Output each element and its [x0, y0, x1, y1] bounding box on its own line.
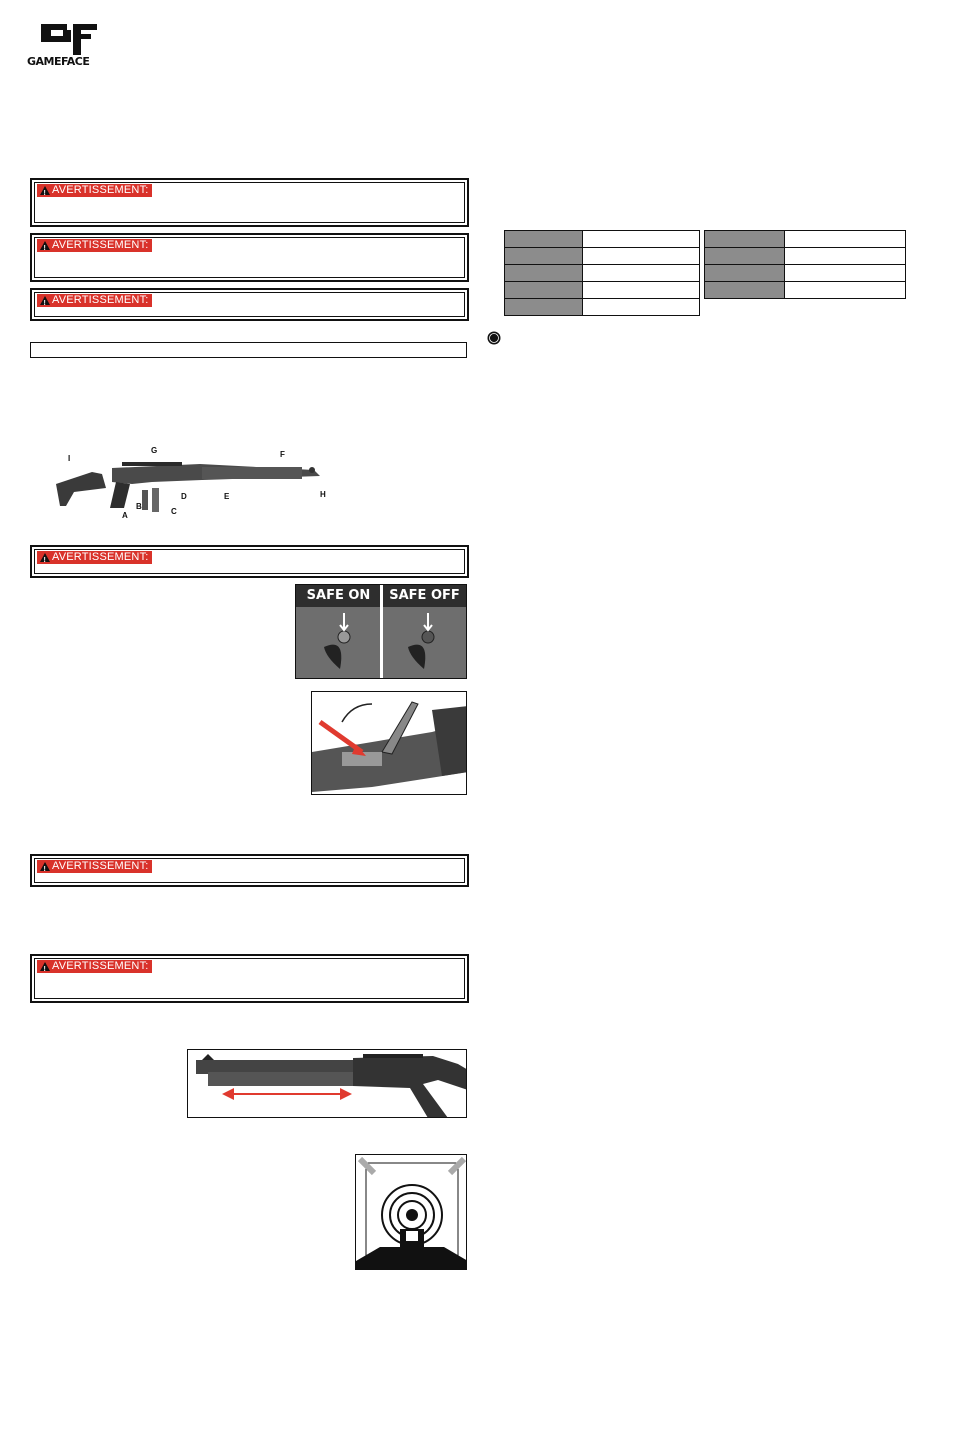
pump-action-figure	[187, 1049, 467, 1118]
spec-table-left	[504, 230, 700, 316]
part-label-f: F	[280, 450, 285, 459]
safety-switch-photo	[296, 607, 467, 679]
shotgun-illustration	[52, 444, 342, 522]
part-label-i: I	[68, 454, 71, 463]
warning-label: ! AVERTISSEMENT:	[37, 860, 152, 873]
sight-target-figure	[355, 1154, 467, 1270]
gameface-logo	[27, 22, 107, 70]
gameface-logo-mark	[27, 22, 107, 56]
part-label-h: H	[320, 490, 326, 499]
shotgun-parts-diagram	[52, 444, 342, 522]
warning-box-1	[30, 178, 469, 227]
warning-box-4	[30, 545, 469, 578]
sight-target-drawing	[356, 1155, 467, 1270]
warning-triangle-icon	[40, 553, 50, 562]
warning-triangle-icon	[40, 241, 50, 250]
part-label-a: A	[122, 511, 128, 520]
warning-triangle-icon	[40, 296, 50, 305]
warning-box-5	[30, 854, 469, 887]
safety-figure	[295, 584, 467, 679]
part-label-g: G	[151, 446, 158, 455]
spec-table-right	[704, 230, 906, 299]
logo-wordmark: GAMEFACE	[27, 55, 90, 68]
part-label-b: B	[136, 502, 142, 511]
approval-seal-icon	[487, 331, 501, 345]
part-label-d: D	[181, 492, 187, 501]
part-label-c: C	[171, 507, 177, 516]
safe-on-label: SAFE ON	[296, 585, 381, 607]
warning-triangle-icon	[40, 186, 50, 195]
warning-label: ! AVERTISSEMENT:	[37, 184, 152, 197]
part-label-e: E	[224, 492, 230, 501]
warning-triangle-icon	[40, 862, 50, 871]
loading-figure	[311, 691, 467, 795]
warning-box-3	[30, 288, 469, 321]
warning-label: ! AVERTISSEMENT:	[37, 551, 152, 564]
warning-label: ! AVERTISSEMENT:	[37, 960, 152, 973]
section-heading-box	[30, 342, 467, 358]
warning-box-2	[30, 233, 469, 282]
warning-label: ! AVERTISSEMENT:	[37, 294, 152, 307]
loading-gate-photo	[312, 692, 467, 795]
safe-off-label: SAFE OFF	[381, 585, 466, 607]
warning-box-6	[30, 954, 469, 1003]
pump-action-photo	[188, 1050, 467, 1118]
warning-label: ! AVERTISSEMENT:	[37, 239, 152, 252]
warning-triangle-icon	[40, 962, 50, 971]
